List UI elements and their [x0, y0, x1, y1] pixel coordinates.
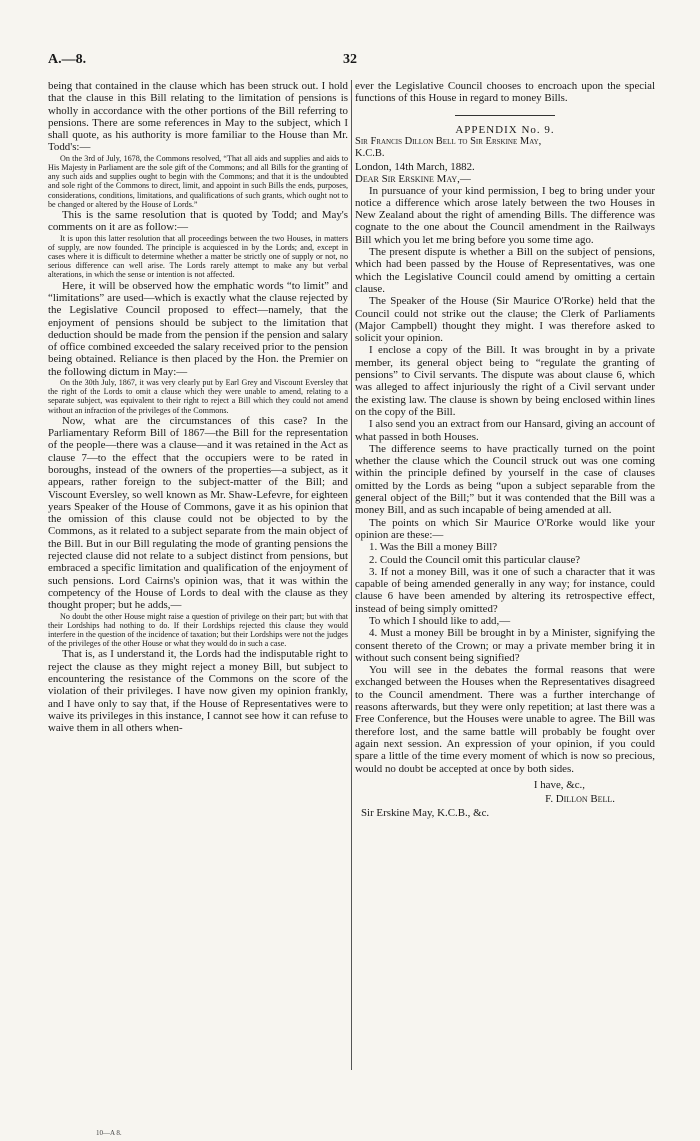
- letter-paragraph: In pursuance of your kind permission, I beg to bring under your notice a difference which arose lately between the two Houses in New Zealand about the right of amending Bills. The difference was cognate to the one about the Council amendment in the Railways Bill which you let me bring before you some time ago.: [355, 184, 655, 246]
- body-paragraph: That is, as I understand it, the Lords had the indisputable right to reject the clause as they might reject a money Bill, but subject to encountering the resistance of the Commons on the score of the violation of their privileges. I have now given my opinion frankly, and I have only to say that, if the House of Representatives were to waive its privileges in this instance, I cannot see how it can refuse to waive them in all others when-: [48, 648, 348, 735]
- letter-signature: F. Dillon Bell.: [545, 792, 615, 805]
- letter-closing: I have, &c.,: [533, 778, 585, 791]
- page-number: 32: [343, 52, 357, 67]
- letter-paragraph: 3. If not a money Bill, was it one of such a character that it was capable of being amended generally in any way; for instance, could clause 6 have been amended by altering its retrospective effect, instead of being simply omitted?: [355, 565, 655, 615]
- letter-salutation: Dear Sir Erskine May,—: [355, 172, 471, 185]
- letter-paragraph: I enclose a copy of the Bill. It was brought in by a private member, its general object being to “regulate the granting of pensions” to Civil servants. The dispute was about clause 6, which was alleged to affect injuriously the right of a Civil servant under the existing law. The clause is shown by being enclosed within lines on the copy of the Bill.: [355, 344, 655, 418]
- letter-paragraph: 1. Was the Bill a money Bill?: [369, 541, 498, 554]
- letter-paragraph: The difference seems to have practically turned on the point whether the clause which the Council struck out was one coming within the principle defined by yourself in the case of clauses omitted by the Lords as being “upon a subject separable from the general object of the Bill;” but it was contended that the Bill was a money Bill, and as such incapable of being amended at all.: [355, 442, 655, 517]
- letter-paragraph: To which I should like to add,—: [369, 614, 511, 627]
- letter-paragraph: The points on which Sir Maurice O'Rorke would like your opinion are these:—: [355, 516, 655, 541]
- letter-paragraph: 2. Could the Council omit this particular clause?: [369, 553, 581, 566]
- page-reference: A.—8.: [48, 52, 87, 67]
- letter-date: London, 14th March, 1882.: [355, 160, 475, 173]
- letter-paragraph: You will see in the debates the formal reasons that were exchanged between the Houses when the Representatives disagreed to the Council amendment. There was a further interchange of reasons afterwards, but they were only repetition; at last there was a Free Conference, but the Houses were unable to agree. The Bill was therefore lost, and the same battle will probably be fought over again next session. An expression of your opinion, if you could spare a little of the time every moment of which is now so precious, would no doubt be accepted at once by both sides.: [355, 664, 655, 775]
- quoted-extract: On the 30th July, 1867, it was very clearly put by Earl Grey and Viscount Eversley that the right of the Lords to omit a clause which they were unable to amend, relating to a separate subject, was equivalent to their right to reject a Bill which they could not amend without an infraction of the privileges of the Commons.: [48, 377, 348, 415]
- letter-heading-honours: K.C.B.: [355, 148, 385, 160]
- appendix-title: APPENDIX No. 9.: [455, 123, 555, 136]
- page-header: [48, 52, 652, 74]
- left-column: [48, 80, 348, 734]
- continued-paragraph: ever the Legislative Council chooses to encroach upon the special functions of this House in regard to money Bills.: [355, 80, 655, 105]
- letter-paragraph: I also send you an extract from our Hansard, giving an account of what passed in both Houses.: [355, 418, 655, 443]
- body-paragraph: Here, it will be observed how the emphatic words “to limit” and “limitations” are used—which is exactly what the clause rejected by the Legislative Council proposed to effect—namely, that the enjoyment of pensions should be subject to the limitation that deduction should be made from the pension if the pension and salary of office combined exceeded the salary received prior to the pension being obtained. Reliance is then placed by the Hon. the Premier on the following dictum in May:—: [48, 279, 348, 378]
- letter-paragraph: 4. Must a money Bill be brought in by a Minister, signifying the consent thereto of the Crown; or may a private member bring it in without such consent being signified?: [355, 627, 655, 664]
- quoted-extract: It is upon this latter resolution that all proceedings between the two Houses, in matters of supply, are now founded. The principle is acquiesced in by the Lords; and, except in cases where it is difficult to determine whether a matter be strictly one of supply or not, no serious difference can well arise. The Lords rarely attempt to make any but verbal alterations, in which the sense or intention is not affected.: [48, 233, 348, 280]
- right-column: [355, 80, 655, 820]
- body-paragraph: Now, what are the circumstances of this case? In the Parliamentary Reform Bill of 1867—the Bill for the representation of the people—there was a clause—and it was retained in the Act as clause 7—to the effect that the occupiers were to be rated in boroughs, instead of the owners of the properties—a subject, as it appears, rather foreign to the subject-matter of the Bill; and Viscount Eversley, so well known as Mr. Shaw-Lefevre, for eighteen years Speaker of the House of Commons, gave it as his opinion that the omission of this clause could not be objected to by the Commons, as it related to a subject separate from the main object of the Bill. But in our Bill regulating the mode of granting pensions the rejected clause did not relate to a subject distinct from pensions, but embraced a specific limitation and qualification of the enjoyment of such pensions. Lord Cairns's opinion was, that it was within the competency of the House of Lords to deal with the clause as they thought proper; but he adds,—: [48, 414, 348, 612]
- quoted-extract: No doubt the other House might raise a question of privilege on their part; but with that their Lordships had nothing to do. If their Lordships rejected this clause they would interfere in the question of the incidence of taxation; but their Lordships were not the judges of the privileges of the other House or what they would do in such a case.: [48, 611, 348, 649]
- column-divider: [351, 80, 352, 1070]
- letter-paragraph: The Speaker of the House (Sir Maurice O'Rorke) held that the Council could not strike out the clause; the Clerk of Parliaments (Major Campbell) thought they might. I was therefore asked to solicit your opinion.: [355, 295, 655, 345]
- quoted-extract: On the 3rd of July, 1678, the Commons resolved, “That all aids and supplies and aids to His Majesty in Parliament are the sole gift of the Commons; and all Bills for the granting of any such aids and supplies ought to begin with the Commons; and that it is the undoubted and sole right of the Commons to direct, limit, and appoint in such Bills the ends, purposes, considerations, conditions, limitations, and qualifications of such grants, which ought not to be changed or altered by the House of Lords.”: [48, 153, 348, 209]
- section-separator: [455, 115, 555, 116]
- letter-addressee: Sir Erskine May, K.C.B., &c.: [361, 806, 490, 819]
- letter-paragraph: The present dispute is whether a Bill on the subject of pensions, which had been passed by the House of Representatives, was one which the Legislative Council could amend by omitting a certain clause.: [355, 246, 655, 295]
- letter-heading: Sir Francis Dillon Bell to Sir Erskine May,: [355, 135, 542, 147]
- body-paragraph: This is the same resolution that is quoted by Todd; and May's comments on it are as follow:—: [48, 209, 348, 234]
- printer-mark: 10—A 8.: [96, 1129, 122, 1137]
- body-paragraph: being that contained in the clause which has been struck out. I hold that the clause in this Bill relating to the limitation of pensions is wholly in accordance with the other portions of the Bill referring to pensions. There are some references in May to the subject, which I shall quote, as his authority is more familiar to the House than Mr. Todd's:—: [48, 80, 348, 154]
- letter-body: [355, 185, 655, 775]
